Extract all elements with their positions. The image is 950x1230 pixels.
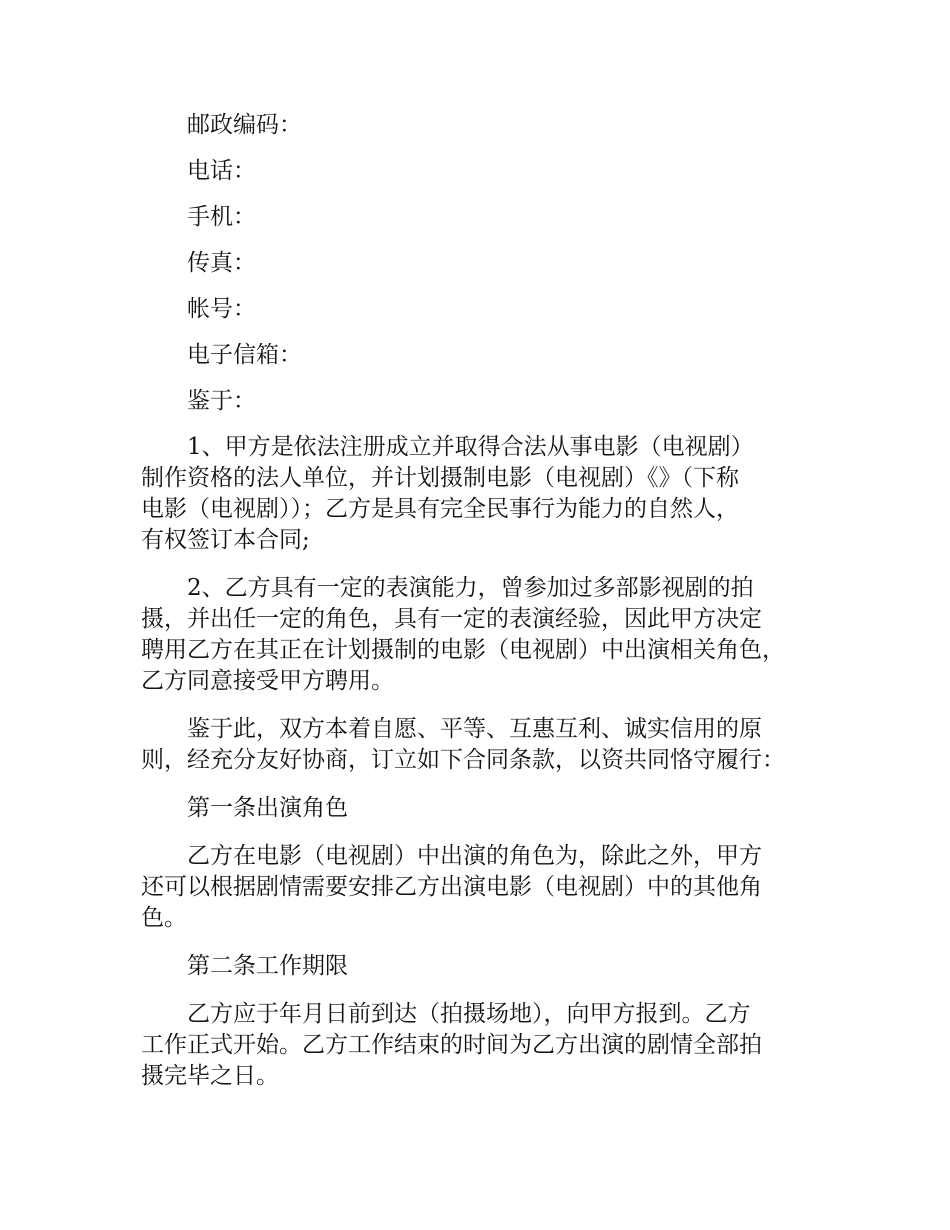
recital-paragraph-2 bbox=[141, 573, 831, 697]
paragraph-line: 摄完毕之日。 bbox=[141, 1063, 279, 1089]
section-heading: 第二条工作期限 bbox=[187, 953, 348, 979]
paragraph-line: 则，经充分友好协商，订立如下合同条款，以资共同恪守履行： bbox=[141, 747, 785, 773]
paragraph-line: 工作正式开始。乙方工作结束的时间为乙方出演的剧情全部拍 bbox=[141, 1032, 762, 1058]
paragraph-line: 2、乙方具有一定的表演能力，曾参加过多部影视剧的拍 bbox=[187, 575, 754, 601]
paragraph-line: 摄，并出任一定的角色，具有一定的表演经验，因此甲方决定 bbox=[141, 606, 762, 632]
recital-paragraph-1 bbox=[141, 432, 831, 556]
paragraph-line: 乙方应于年月日前到达（拍摄场地），向甲方报到。乙方 bbox=[187, 1001, 751, 1027]
postal-code-field: 邮政编码： bbox=[187, 112, 302, 138]
article-2-body bbox=[141, 999, 831, 1092]
paragraph-line: 乙方同意接受甲方聘用。 bbox=[141, 668, 394, 694]
document-body bbox=[141, 110, 831, 1109]
phone-field: 电话： bbox=[187, 158, 256, 184]
paragraph-line: 乙方在电影（电视剧）中出演的角色为，除此之外，甲方 bbox=[187, 843, 762, 869]
paragraph-line: 电影（电视剧））；乙方是具有完全民事行为能力的自然人， bbox=[141, 496, 739, 522]
article-1-heading bbox=[141, 793, 831, 824]
paragraph-line: 聘用乙方在其正在计划摄制的电影（电视剧）中出演相关角色， bbox=[141, 637, 785, 663]
section-heading: 第一条出演角色 bbox=[187, 795, 348, 821]
paragraph-line: 还可以根据剧情需要安排乙方出演电影（电视剧）中的其他角 bbox=[141, 874, 762, 900]
agreement-preamble bbox=[141, 714, 831, 776]
mobile-field: 手机： bbox=[187, 204, 256, 230]
whereas-heading: 鉴于： bbox=[187, 388, 256, 414]
fax-field: 传真： bbox=[187, 250, 256, 276]
account-field: 帐号： bbox=[187, 296, 256, 322]
paragraph-line: 有权签订本合同; bbox=[141, 527, 310, 553]
paragraph-line: 色。 bbox=[141, 905, 187, 931]
paragraph-line: 制作资格的法人单位，并计划摄制电影（电视剧）《》（下称 bbox=[141, 465, 739, 491]
article-1-body bbox=[141, 841, 831, 934]
paragraph-line: 鉴于此，双方本着自愿、平等、互惠互利、诚实信用的原 bbox=[187, 716, 762, 742]
article-2-heading bbox=[141, 951, 831, 982]
paragraph-line: 1、甲方是依法注册成立并取得合法从事电影（电视剧） bbox=[187, 434, 754, 460]
email-field: 电子信箱： bbox=[187, 342, 302, 368]
